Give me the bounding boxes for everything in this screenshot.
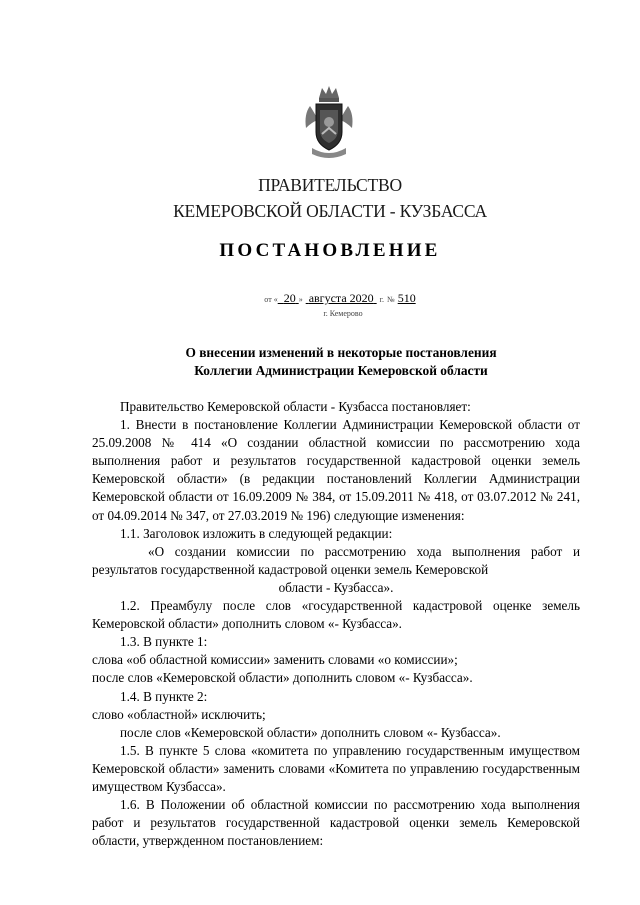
subject-line1: О внесении изменений в некоторые постановления (185, 345, 497, 360)
paragraph-1-2: 1.2. Преамбулу после слов «государственной кадастровой оценке земель Кемеровской области» дополнить словом «- Кузбасса». (92, 598, 580, 632)
date-sep: » (298, 295, 303, 304)
paragraph-1-1: 1.1. Заголовок изложить в следующей редакции: (120, 525, 393, 541)
paragraph-1-6: 1.6. В Положении об областной комиссии по рассмотрению хода выполнения работ и результатов государственной кадастровой оценки земель Кемеровской области, утвержденном постановлением: (92, 797, 580, 849)
document-type-title: ПОСТАНОВЛЕНИЕ (219, 240, 441, 261)
paragraph-1-3: 1.3. В пункте 1: (120, 634, 208, 650)
paragraph-1-4: 1.4. В пункте 2: (120, 688, 208, 704)
coat-of-arms-icon (302, 84, 356, 162)
date-number-line (0, 291, 640, 306)
paragraph-1-4-a: слово «областной» исключить; (92, 706, 266, 722)
document-number: 510 (397, 291, 416, 305)
document-body (92, 398, 580, 850)
paragraph-1-5: 1.5. В пункте 5 слова «комитета по управлению государственным имуществом Кемеровской области» заменить словами «Комитета по управлению государственным имуществом Кузбасса». (92, 742, 580, 794)
subject-line2: Коллегии Администрации Кемеровской области (194, 363, 488, 378)
date-day: 20 (283, 291, 296, 305)
government-title-line1: ПРАВИТЕЛЬСТВО (258, 175, 402, 195)
document-subject (0, 344, 640, 380)
date-prefix: от « (264, 295, 278, 304)
city: г. Кемерово (323, 309, 363, 318)
number-prefix: № (387, 295, 395, 304)
paragraph-1-4-b: после слов «Кемеровской области» дополнить словом «- Кузбасса». (120, 724, 501, 740)
quote-text-end: области - Кузбасса». (278, 579, 394, 595)
quote-text: «О создании комиссии по рассмотрению хода выполнения работ и результатов государственной кадастровой оценки земель Кемеровской (92, 543, 580, 577)
date-month-year: августа 2020 (308, 291, 374, 305)
paragraph-1: 1. Внести в постановление Коллегии Администрации Кемеровской области от 25.09.2008 № 414 «О создании областной комиссии по рассмотрению хода выполнения работ и результатов государственной кадастровой оценки земель Кемеровской области» (в редакции постановлений Коллегии Администрации Кемеровской области от 16.09.2009 № 384, от 15.09.2011 № 418, от 03.07.2012 № 241, от 04.09.2014 № 347, от 27.03.2019 № 196) следующие изменения: (92, 417, 580, 523)
government-title-line2: КЕМЕРОВСКОЙ ОБЛАСТИ - КУЗБАССА (173, 201, 487, 221)
paragraph-intro: Правительство Кемеровской области - Кузбасса постановляет: (120, 399, 471, 414)
paragraph-1-3-a: слова «об областной комиссии» заменить словами «о комиссии»; (92, 652, 458, 668)
date-year-suffix: г. (379, 295, 385, 304)
paragraph-1-3-b: после слов «Кемеровской области» дополнить словом «- Кузбасса». (92, 670, 473, 686)
